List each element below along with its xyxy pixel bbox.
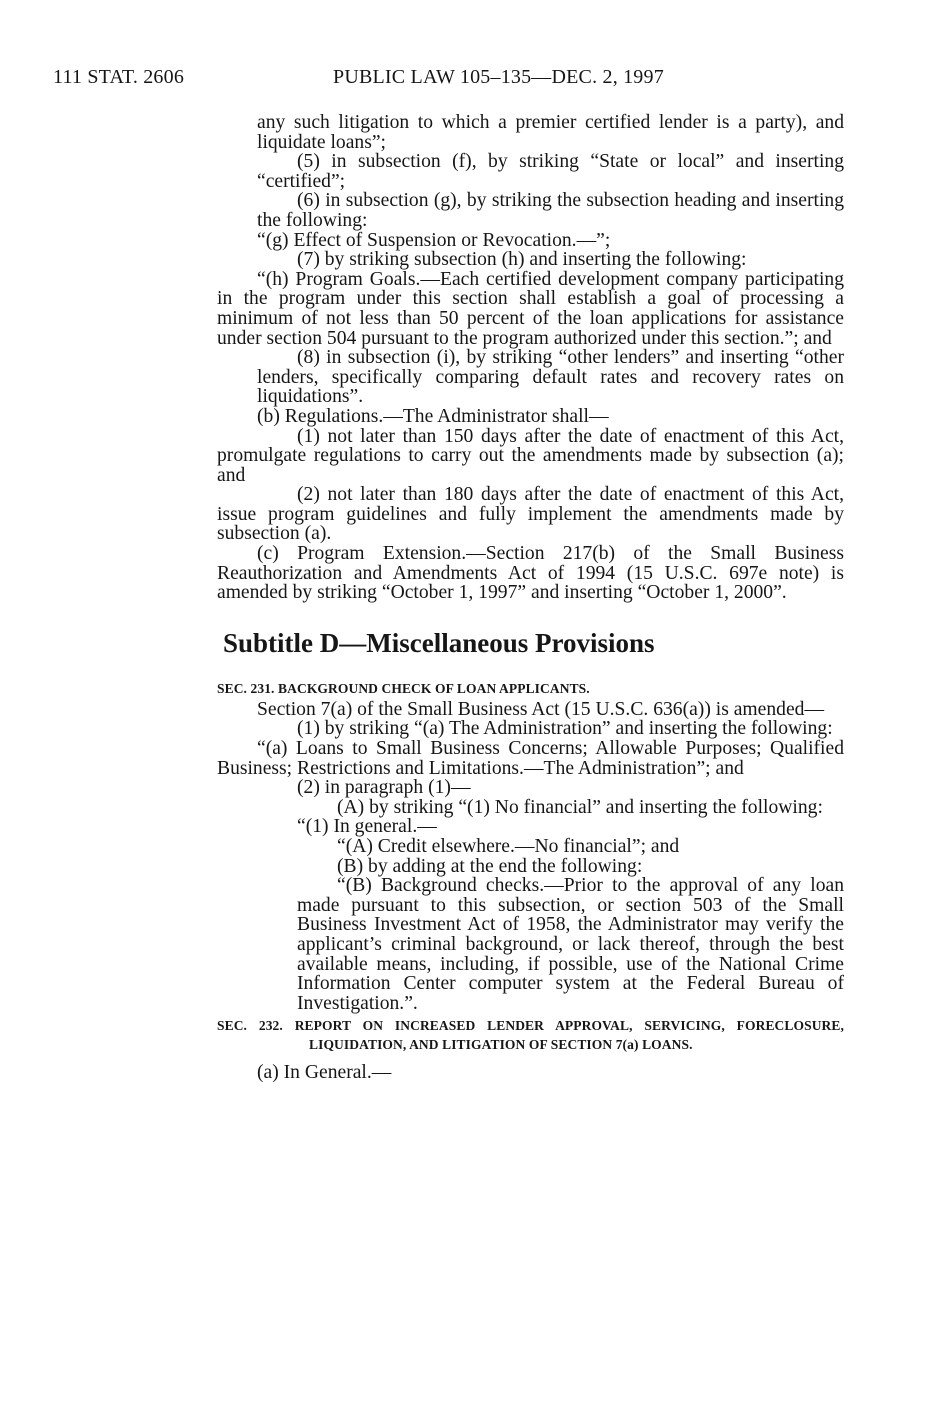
paragraph: any such litigation to which a premier certified lender is a party), and liquidate loans”; — [257, 112, 844, 153]
paragraph: (2) not later than 180 days after the date of enactment of this Act, issue program guidelines and fully implement the amendments made by subsection (a). — [217, 484, 844, 545]
paragraph: “(B) Background checks.—Prior to the approval of any loan made pursuant to this subsection, or section 503 of the Small Business Investment Act of 1958, the Administrator may verify the applicant’s criminal background, or lack thereof, through the best available means, including, if possible, use of the National Crime Information Center computer system at the Federal Bureau of Investigation.”. — [297, 875, 844, 1014]
page-body — [217, 113, 844, 1083]
paragraph: “(a) Loans to Small Business Concerns; Allowable Purposes; Qualified Business; Restrictions and Limitations.—The Administration”; and — [217, 738, 844, 779]
paragraph: (1) not later than 150 days after the date of enactment of this Act, promulgate regulations to carry out the amendments made by subsection (a); and — [217, 425, 844, 486]
paragraph: (5) in subsection (f), by striking “State or local” and inserting “certified”; — [257, 151, 844, 192]
paragraph: Section 7(a) of the Small Business Act (15 U.S.C. 636(a)) is amended— — [257, 698, 825, 720]
paragraph: (8) in subsection (i), by striking “other lenders” and inserting “other lenders, specifically comparing default rates and recovery rates on liquidations”. — [257, 347, 844, 408]
paragraph: (a) In General.— — [257, 1062, 392, 1084]
paragraph: (6) in subsection (g), by striking the subsection heading and inserting the following: — [257, 190, 844, 231]
page-number-header: 111 STAT. 2606 — [53, 66, 185, 88]
public-law-header: PUBLIC LAW 105–135—DEC. 2, 1997 — [333, 66, 664, 88]
paragraph: (c) Program Extension.—Section 217(b) of the Small Business Reauthorization and Amendments Act of 1994 (15 U.S.C. 697e note) is amended by striking “October 1, 1997” and inserting “October 1, 2000”. — [217, 543, 844, 604]
section-heading: SEC. 232. REPORT ON INCREASED LENDER APPROVAL, SERVICING, FORECLOSURE, LIQUIDATION, AND LITIGATION OF SECTION 7(a) LOANS. — [217, 1018, 844, 1053]
paragraph: (A) by striking “(1) No financial” and inserting the following: — [337, 796, 823, 818]
paragraph: (7) by striking subsection (h) and inserting the following: — [297, 249, 747, 271]
paragraph: (B) by adding at the end the following: — [337, 855, 643, 877]
paragraph: (1) by striking “(a) The Administration” and inserting the following: — [297, 718, 833, 740]
paragraph: “(1) In general.— — [297, 816, 437, 838]
paragraph: “(A) Credit elsewhere.—No financial”; and — [337, 836, 680, 857]
paragraph: “(g) Effect of Suspension or Revocation.—”; — [257, 229, 611, 251]
section-heading: SEC. 231. BACKGROUND CHECK OF LOAN APPLICANTS. — [217, 680, 590, 696]
paragraph: (2) in paragraph (1)— — [297, 777, 471, 799]
paragraph: “(h) Program Goals.—Each certified development company participating in the program under this section shall establish a goal of processing a minimum of not less than 50 percent of the loan applications for assistance under section 504 pursuant to the program authorized under this section.”; and — [217, 268, 844, 349]
paragraph: (b) Regulations.—The Administrator shall— — [257, 405, 609, 427]
subtitle-heading: Subtitle D—Miscellaneous Provisions — [223, 627, 655, 658]
